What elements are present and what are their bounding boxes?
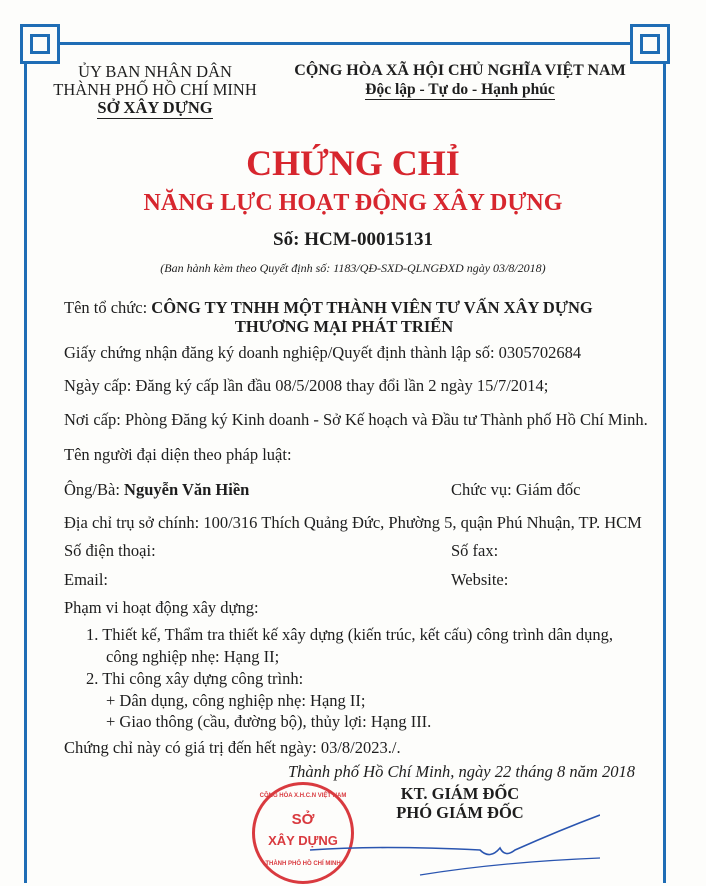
seal-text-middle1: SỞ [291,811,315,828]
scope-item-2-sub1: + Dân dụng, công nghiệp nhẹ: Hạng II; [106,691,366,710]
organization-label: Tên tổ chức: [64,298,148,317]
registration-number: Giấy chứng nhận đăng ký doanh nghiệp/Quyết định thành lập số: 0305702684 [64,343,582,362]
certificate-title: CHỨNG CHỈ [246,143,460,183]
seal-text-top: CỘNG HÒA X.H.C.N VIỆT NAM [259,793,347,799]
border-corner-ornament [630,24,670,64]
fax-label: Số fax: [451,541,499,560]
certificate-subtitle: NĂNG LỰC HOẠT ĐỘNG XÂY DỰNG [143,190,563,216]
certificate-number: Số: HCM-00015131 [273,229,433,250]
issue-date: Ngày cấp: Đăng ký cấp lần đầu 08/5/2008 thay đổi lần 2 ngày 15/7/2014; [64,376,549,395]
scope-item-1-cont: công nghiệp nhẹ: Hạng II; [106,647,280,666]
representative-name: Nguyễn Văn Hiền [124,480,250,499]
website-label: Website: [451,570,509,589]
organization-name-line2: THƯƠNG MẠI PHÁT TRIỂN [234,317,454,336]
scope-label: Phạm vi hoạt động xây dựng: [64,598,259,617]
seal-text-middle2: XÂY DỰNG [268,833,338,848]
signing-place-date: Thành phố Hồ Chí Minh, ngày 22 tháng 8 năm 2018 [288,762,635,781]
scope-item-2: 2. Thi công xây dựng công trình: [86,669,304,688]
representative-name-label: Ông/Bà: [64,480,120,499]
header-left-line1: ỦY BAN NHÂN DÂN [78,62,232,81]
border-corner-ornament [20,24,60,64]
header-right-line1: CỘNG HÒA XÃ HỘI CHỦ NGHĨA VIỆT NAM [294,62,626,79]
representative-label: Tên người đại diện theo pháp luật: [64,445,292,464]
validity: Chứng chỉ này có giá trị đến hết ngày: 03/8/2023./. [64,738,401,757]
address: Địa chỉ trụ sở chính: 100/316 Thích Quảng Đức, Phường 5, quận Phú Nhuận, TP. HCM [64,513,642,532]
decision-note: (Ban hành kèm theo Quyết định số: 1183/QĐ-SXD-QLNGĐXD ngày 03/8/2018) [160,261,546,275]
scope-item-1: 1. Thiết kế, Thẩm tra thiết kế xây dựng (kiến trúc, kết cấu) công trình dân dụng, [86,625,614,644]
signature [300,800,600,880]
phone-label: Số điện thoại: [64,541,156,560]
header-right-line2: Độc lập - Tự do - Hạnh phúc [365,81,555,98]
organization-name: CÔNG TY TNHH MỘT THÀNH VIÊN TƯ VẤN XÂY DỰNG [151,298,593,317]
issue-place: Nơi cấp: Phòng Đăng ký Kinh doanh - Sở Kế hoạch và Đầu tư Thành phố Hồ Chí Minh. [64,410,648,429]
header-left-line3: SỞ XÂY DỰNG [97,98,213,117]
signer-title-1: KT. GIÁM ĐỐC [400,784,520,803]
email-label: Email: [64,570,108,589]
scope-item-2-sub2: + Giao thông (cầu, đường bộ), thủy lợi: Hạng III. [106,712,432,731]
signer-title-2: PHÓ GIÁM ĐỐC [396,803,524,822]
header-left-line2: THÀNH PHỐ HỒ CHÍ MINH [53,80,257,99]
seal-text-bottom: THÀNH PHỐ HỒ CHÍ MINH [265,861,341,867]
representative-position: Chức vụ: Giám đốc [451,480,581,499]
